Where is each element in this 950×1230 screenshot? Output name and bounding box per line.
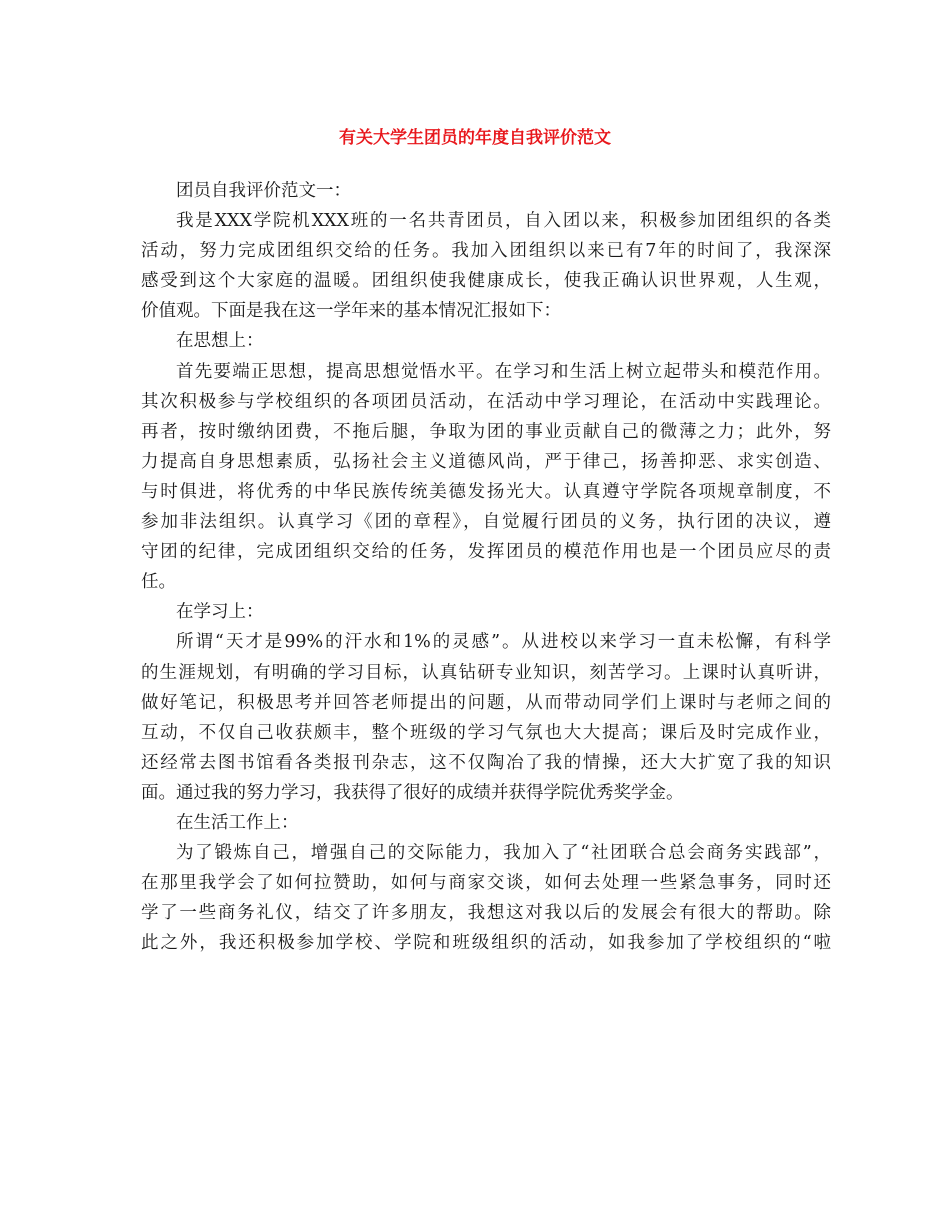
text-line: 所谓“天才是99%的汗水和1%的灵感”。从进校以来学习一直未松懈，有科学 — [176, 632, 831, 653]
text-line: 学了一些商务礼仪，结交了许多朋友，我想这对我以后的发展会有很大的帮助。除 — [141, 903, 831, 924]
text-line: 在思想上： — [176, 331, 264, 352]
text-line: 感受到这个大家庭的温暖。团组织使我健康成长，使我正确认识世界观，人生观， — [141, 271, 831, 292]
text-line: 守团的纪律，完成团组织交给的任务，发挥团员的模范作用也是一个团员应尽的责 — [141, 542, 831, 563]
document-title: 有关大学生团员的年度自我评价范文 — [339, 128, 611, 148]
text-line: 此之外，我还积极参加学校、学院和班级组织的活动，如我参加了学校组织的“啦 — [141, 933, 831, 954]
text-line: 在生活工作上： — [176, 812, 299, 833]
text-line: 为了锻炼自己，增强自己的交际能力，我加入了“社团联合总会商务实践部”， — [176, 843, 831, 864]
text-line: 的生涯规划，有明确的学习目标，认真钻研专业知识，刻苦学习。上课时认真听讲， — [141, 662, 831, 683]
text-line: 在学习上： — [176, 602, 264, 623]
document-body — [141, 176, 831, 958]
text-line: 互动，不仅自己收获颇丰，整个班级的学习气氛也大大提高；课后及时完成作业， — [141, 722, 831, 743]
text-line: 参加非法组织。认真学习《团的章程》，自觉履行团员的义务，执行团的决议，遵 — [141, 512, 831, 533]
text-line: 我是XXX学院机XXX班的一名共青团员，自入团以来，积极参加团组织的各类 — [176, 211, 831, 232]
text-line: 首先要端正思想，提高思想觉悟水平。在学习和生活上树立起带头和模范作用。 — [176, 361, 831, 382]
text-line: 其次积极参与学校组织的各项团员活动，在活动中学习理论，在活动中实践理论。 — [141, 391, 831, 412]
text-line: 再者，按时缴纳团费，不拖后腿，争取为团的事业贡献自己的微薄之力；此外，努 — [141, 421, 831, 442]
text-line: 做好笔记，积极思考并回答老师提出的问题，从而带动同学们上课时与老师之间的 — [141, 692, 831, 713]
text-line: 与时俱进，将优秀的中华民族传统美德发扬光大。认真遵守学院各项规章制度，不 — [141, 481, 831, 502]
text-line: 团员自我评价范文一： — [176, 181, 351, 201]
text-line: 还经常去图书馆看各类报刊杂志，这不仅陶冶了我的情操，还大大扩宽了我的知识 — [141, 752, 831, 773]
text-line: 任。 — [141, 572, 176, 593]
text-line: 力提高自身思想素质，弘扬社会主义道德风尚，严于律己，扬善抑恶、求实创造、 — [141, 451, 831, 472]
text-line: 活动，努力完成团组织交给的任务。我加入团组织以来已有7年的时间了，我深深 — [141, 241, 831, 262]
text-line: 面。通过我的努力学习，我获得了很好的成绩并获得学院优秀奖学金。 — [141, 782, 684, 803]
text-line: 在那里我学会了如何拉赞助，如何与商家交谈，如何去处理一些紧急事务，同时还 — [141, 873, 831, 894]
text-line: 价值观。下面是我在这一学年来的基本情况汇报如下： — [141, 301, 561, 322]
